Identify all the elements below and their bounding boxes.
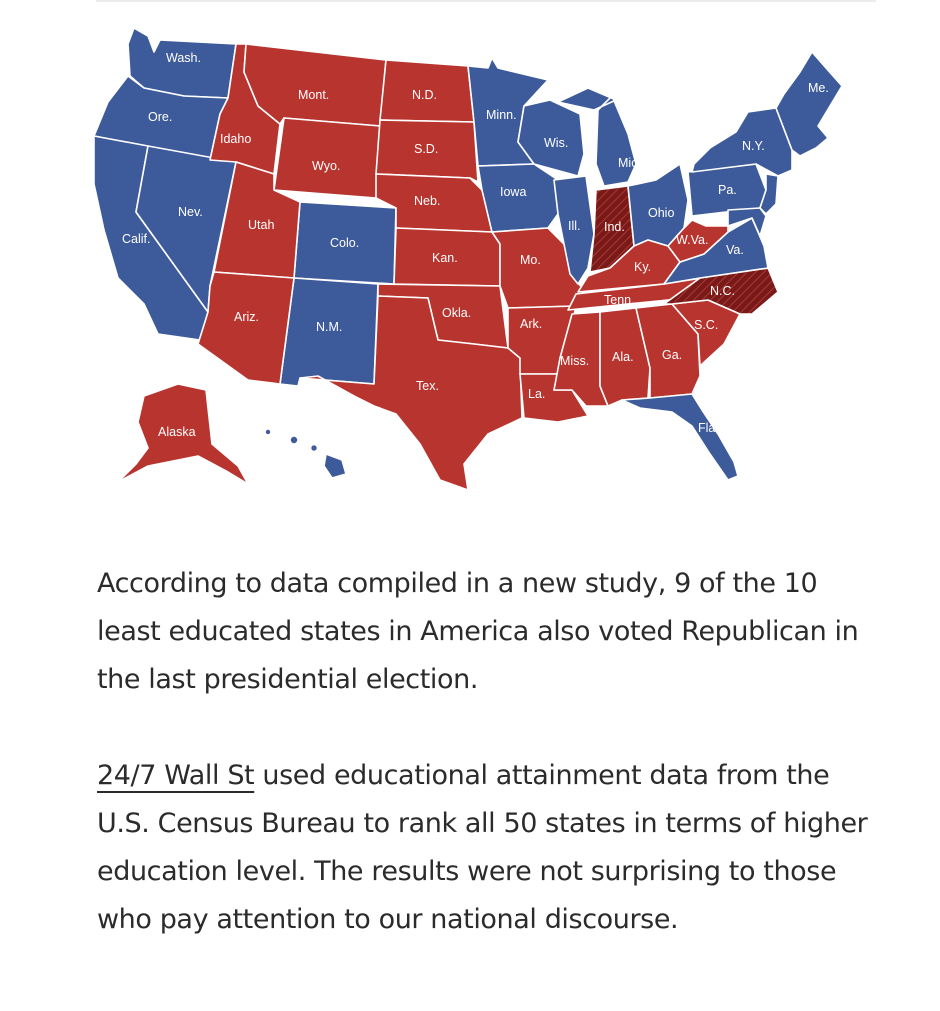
label-nm: N.M. — [316, 320, 343, 334]
label-calif: Calif. — [122, 232, 151, 246]
label-kan: Kan. — [432, 251, 458, 265]
label-utah: Utah — [248, 218, 275, 232]
state-hawaii-island-3 — [311, 445, 318, 452]
state-florida — [622, 394, 738, 480]
label-okla: Okla. — [442, 306, 472, 320]
label-ill: Ill. — [568, 219, 581, 233]
source-link[interactable]: 24/7 Wall St — [97, 760, 255, 791]
label-ohio: Ohio — [648, 206, 675, 220]
label-nd: N.D. — [412, 88, 437, 102]
label-ala: Ala. — [612, 350, 634, 364]
label-ga: Ga. — [662, 348, 683, 362]
label-sd: S.D. — [414, 142, 439, 156]
label-ore: Ore. — [148, 110, 173, 124]
state-hawaii-big-island — [324, 454, 346, 478]
label-iowa: Iowa — [500, 185, 527, 199]
article-paragraph-2 — [97, 752, 887, 944]
label-minn: Minn. — [486, 108, 517, 122]
label-tenn: Tenn. — [604, 293, 635, 307]
label-fla: Fla. — [698, 421, 719, 435]
label-mich: Mich. — [618, 156, 648, 170]
label-ariz: Ariz. — [234, 310, 259, 324]
label-pa: Pa. — [718, 183, 737, 197]
label-mont: Mont. — [298, 88, 330, 102]
label-nc: N.C. — [710, 284, 735, 298]
label-miss: Miss. — [560, 354, 590, 368]
label-wash: Wash. — [166, 51, 201, 65]
article-paragraph-1: According to data compiled in a new study, 9 of the 10 least educated states in America also voted Republican in the last presidential election. — [97, 568, 859, 695]
label-mo: Mo. — [520, 253, 541, 267]
article-paragraph-2-text: used educational attainment data from the U.S. Census Bureau to rank all 50 states in terms of higher education level. The results were not surprising to those who pay attention to our national discourse. — [97, 760, 868, 935]
label-nev: Nev. — [178, 205, 203, 219]
label-neb: Neb. — [414, 194, 441, 208]
label-tex: Tex. — [416, 379, 439, 393]
state-wyoming — [274, 118, 380, 198]
label-idaho: Idaho — [220, 132, 252, 146]
top-divider — [96, 0, 876, 2]
label-sc: S.C. — [694, 318, 719, 332]
label-wyo: Wyo. — [312, 159, 341, 173]
election-map — [88, 14, 829, 494]
label-ky: Ky. — [634, 260, 652, 274]
label-ind: Ind. — [604, 220, 625, 234]
state-arizona — [198, 272, 294, 384]
label-va: Va. — [726, 243, 744, 257]
label-me: Me. — [808, 81, 829, 95]
label-alaska: Alaska — [158, 425, 196, 439]
article-body — [97, 560, 887, 992]
label-wis: Wis. — [544, 136, 569, 150]
label-ny: N.Y. — [742, 139, 765, 153]
state-hawaii-island-2 — [290, 436, 298, 444]
state-hawaii-island-1 — [265, 429, 271, 435]
label-la: La. — [528, 387, 546, 401]
label-ark: Ark. — [520, 317, 543, 331]
label-wva: W.Va. — [676, 233, 709, 247]
label-colo: Colo. — [330, 236, 360, 250]
